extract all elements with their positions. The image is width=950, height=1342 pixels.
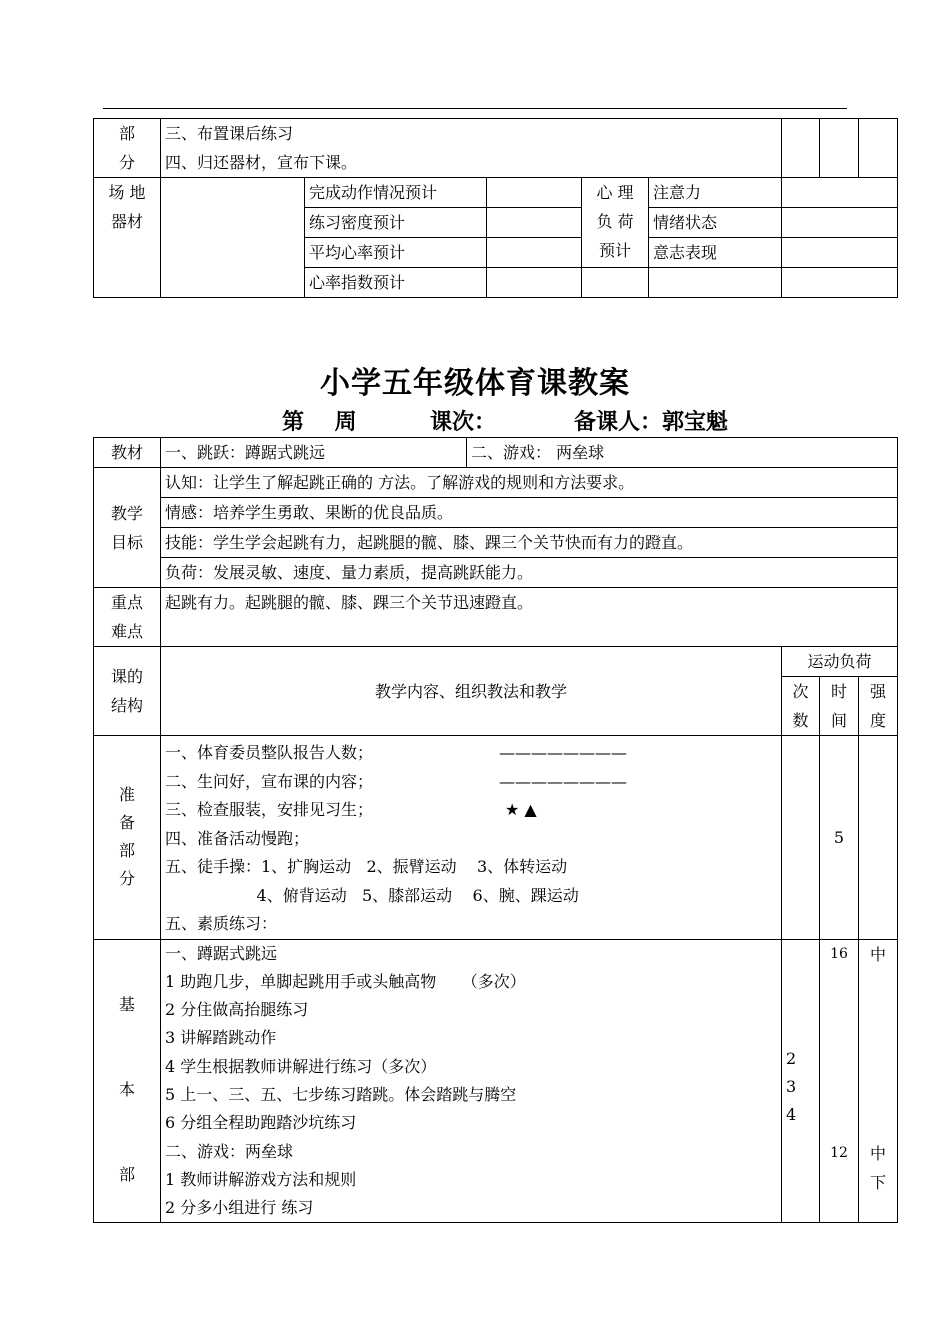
prep-line: 一、体育委员整队报告人数； ———————— — [165, 743, 627, 762]
forecast-item: 完成动作情况预计 — [305, 178, 487, 208]
prep-line: 五、素质练习： — [165, 914, 278, 933]
psych-value — [782, 208, 898, 238]
structure-label: 课的 结构 — [94, 647, 161, 736]
goal-label: 教学 目标 — [94, 468, 161, 588]
prep-times — [782, 736, 820, 940]
section-label: 部 分 — [94, 119, 161, 178]
content-header: 教学内容、组织教法和教学 — [161, 647, 782, 736]
times-header: 次 数 — [782, 677, 820, 736]
empty-cell — [782, 119, 820, 178]
basic-content — [161, 939, 782, 1223]
goal-item: 情感：培养学生勇敢、果断的优良品质。 — [161, 498, 898, 528]
basic-line: 4 学生根据教师讲解进行练习（多次） — [165, 1056, 437, 1076]
intensity-header: 强 度 — [859, 677, 898, 736]
closing-step: 三、布置课后练习 — [165, 124, 294, 143]
closing-steps — [161, 119, 782, 178]
preparer-label: 备课人：郭宝魁 — [574, 410, 729, 435]
load-header: 运动负荷 — [782, 647, 898, 677]
basic-line: 1 教师讲解游戏方法和规则 — [165, 1169, 357, 1189]
empty-cell — [859, 119, 898, 178]
top-table — [93, 118, 898, 298]
forecast-value — [487, 238, 582, 268]
time-header: 时 间 — [820, 677, 859, 736]
basic-times: 2 3 4 — [782, 939, 820, 1223]
psych-value — [782, 178, 898, 208]
closing-step: 四、归还器材，宣布下课。 — [165, 153, 358, 172]
key-text: 起跳有力。起跳腿的髋、膝、踝三个关节迅速蹬直。 — [161, 588, 898, 647]
lesson-plan-table — [93, 437, 898, 1223]
venue-label: 场 地 器材 — [94, 178, 161, 298]
basic-intensity: 中 中 下 — [859, 939, 898, 1223]
goal-item: 认知：让学生了解起跳正确的 方法。了解游戏的规则和方法要求。 — [161, 468, 898, 498]
material-b: 二、游戏： 两垒球 — [467, 438, 898, 468]
forecast-value — [487, 268, 582, 298]
basic-line: 2 分多小组进行 练习 — [165, 1198, 314, 1218]
basic-line: 3 讲解踏跳动作 — [165, 1028, 277, 1048]
psych-label: 心 理 负 荷 预计 — [582, 178, 649, 268]
material-label: 教材 — [94, 438, 161, 468]
basic-line: 2 分住做高抬腿练习 — [165, 1000, 309, 1020]
forecast-value — [487, 178, 582, 208]
prep-label: 准 备 部 分 — [94, 736, 161, 940]
prep-line: 三、检查服装，安排见习生； ★ ▲ — [165, 800, 537, 819]
prep-content — [161, 736, 782, 940]
basic-line: 1 助跑几步，单脚起跳用手或头触高物 （多次） — [165, 971, 526, 991]
psych-value — [782, 238, 898, 268]
forecast-item: 平均心率预计 — [305, 238, 487, 268]
goal-item: 负荷：发展灵敏、速度、量力素质，提高跳跃能力。 — [161, 558, 898, 588]
basic-time: 16 12 — [820, 939, 859, 1223]
forecast-item: 练习密度预计 — [305, 208, 487, 238]
header-rule — [103, 108, 847, 109]
empty-cell — [820, 119, 859, 178]
forecast-item: 心率指数预计 — [305, 268, 487, 298]
psych-item: 情绪状态 — [649, 208, 782, 238]
lesson-label: 课次： — [430, 410, 497, 435]
basic-line: 6 分组全程助跑踏沙坑练习 — [165, 1113, 357, 1133]
venue-cell — [161, 178, 305, 298]
psych-item: 注意力 — [649, 178, 782, 208]
prep-time: 5 — [820, 736, 859, 940]
basic-line: 一、蹲踞式跳远 — [165, 943, 278, 963]
prep-line: 五、徒手操：1、扩胸运动 2、振臂运动 3、体转运动 — [165, 857, 568, 876]
week-label: 第 周 — [282, 410, 357, 435]
prep-line: 二、生问好，宣布课的内容； ———————— — [165, 771, 627, 791]
psych-item: 意志表现 — [649, 238, 782, 268]
prep-line: 四、准备活动慢跑； — [165, 828, 310, 848]
basic-line: 二、游戏：两垒球 — [165, 1141, 294, 1161]
page-title: 小学五年级体育课教案 — [320, 366, 630, 401]
key-label: 重点 难点 — [94, 588, 161, 647]
prep-line: 4、俯背运动 5、膝部运动 6、腕、踝运动 — [165, 885, 579, 905]
empty-cell — [582, 268, 649, 298]
empty-cell — [649, 268, 782, 298]
basic-label: 基 本 部 — [94, 939, 161, 1223]
goal-item: 技能：学生学会起跳有力，起跳腿的髋、膝、踝三个关节快而有力的蹬直。 — [161, 528, 898, 558]
prep-intensity — [859, 736, 898, 940]
material-a: 一、跳跃：蹲踞式跳远 — [161, 438, 467, 468]
forecast-value — [487, 208, 582, 238]
empty-cell — [782, 268, 898, 298]
basic-line: 5 上一、三、五、七步练习踏跳。体会踏跳与腾空 — [165, 1084, 517, 1104]
